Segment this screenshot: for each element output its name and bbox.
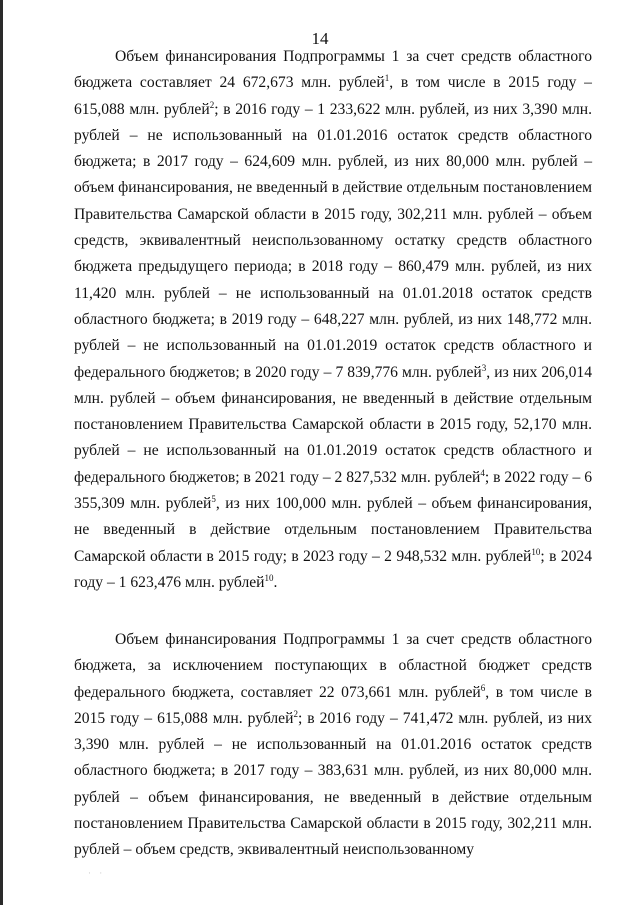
footnote-ref: 5 [211, 493, 216, 504]
paragraph-text [74, 44, 592, 596]
footnote-ref: 2 [293, 708, 298, 719]
footnote-ref: 6 [480, 682, 486, 693]
scan-noise: · · [88, 868, 106, 878]
text-run: ; в 2022 году – 6 355,309 млн. рублей [74, 468, 592, 513]
footnote-ref: 1 [384, 73, 390, 84]
text-run: , в том числе в 2015 году – 615,088 млн. рублей [74, 683, 593, 727]
text-run: , из них 206,014 млн. рублей – объем финансирования, не введенный в действие отдельным постановлением Правительства Самарской области в 2015 году, 52,170 млн. рублей – не использованный на 01.01.2019 остаток средств областного и федерального бюджетов; в 2021 году – 2 827,532 млн. рублей [74, 363, 592, 486]
text-run: . [273, 573, 278, 591]
footnote-ref: 10 [264, 572, 274, 583]
text-run: Объем финансирования Подпрограммы 1 за счет средств областного бюджета составляет 24 672,673 млн. рублей [74, 48, 592, 92]
footnote-ref: 3 [481, 362, 487, 373]
text-run: ; в 2024 году – 1 623,476 млн. рублей [74, 547, 592, 591]
paragraph-regional-budget-total [74, 44, 592, 596]
text-run: , в том числе в 2015 году – 615,088 млн. рублей [74, 74, 592, 118]
paragraph-text [74, 627, 592, 864]
text-run: Объем финансирования Подпрограммы 1 за счет средств областного бюджета, за исключением поступающих в областной бюджет средств федерального бюджета, составляет 22 073,661 млн. рублей [74, 631, 592, 701]
paragraph-regional-budget-excluding-federal [74, 627, 592, 864]
text-run: , из них 100,000 млн. рублей – объем финансирования, не введенный в действие отдельным постановлением Правительства Самарской области в 2015 году; в 2023 году – 2 948,532 млн. рублей [74, 495, 592, 565]
scan-border [0, 0, 3, 905]
text-run: ; в 2016 году – 741,472 млн. рублей, из них 3,390 млн. рублей – не использованный на 01.01.2016 остаток средств областного бюджета; в 2017 году – 383,631 млн. рублей, из них 80,000 млн. рублей – объем финансирования, не введенный в действие отдельным постановлением Правительства Самарской области в 2015 году, 302,211 млн. рублей – объем средств, эквивалентный неиспользованному [74, 709, 592, 859]
footnote-ref: 2 [209, 99, 215, 110]
footnote-ref: 10 [531, 546, 541, 557]
footnote-ref: 4 [480, 467, 485, 478]
text-run: ; в 2016 году – 1 233,622 млн. рублей, из них 3,390 млн. рублей – не использованный на 01.01.2016 остаток средств областного бюджета; в 2017 году – 624,609 млн. рублей, из них 80,000 млн. рублей – объем финансирования, не введенный в действие отдельным постановлением Правительства Самарской области в 2015 году, 302,211 млн. рублей – объем средств, эквивалентный неиспользованному остатку средств областного бюджета предыдущего периода; в 2018 году – 860,479 млн. рублей, из них 11,420 млн. рублей – не использованный на 01.01.2018 остаток средств областного бюджета; в 2019 году – 648,227 млн. рублей, из них 148,772 млн. рублей – не использованный на 01.01.2019 остаток средств областного и федерального бюджетов; в 2020 году – 7 839,776 млн. рублей [74, 100, 592, 381]
page-number: 14 [311, 29, 329, 48]
